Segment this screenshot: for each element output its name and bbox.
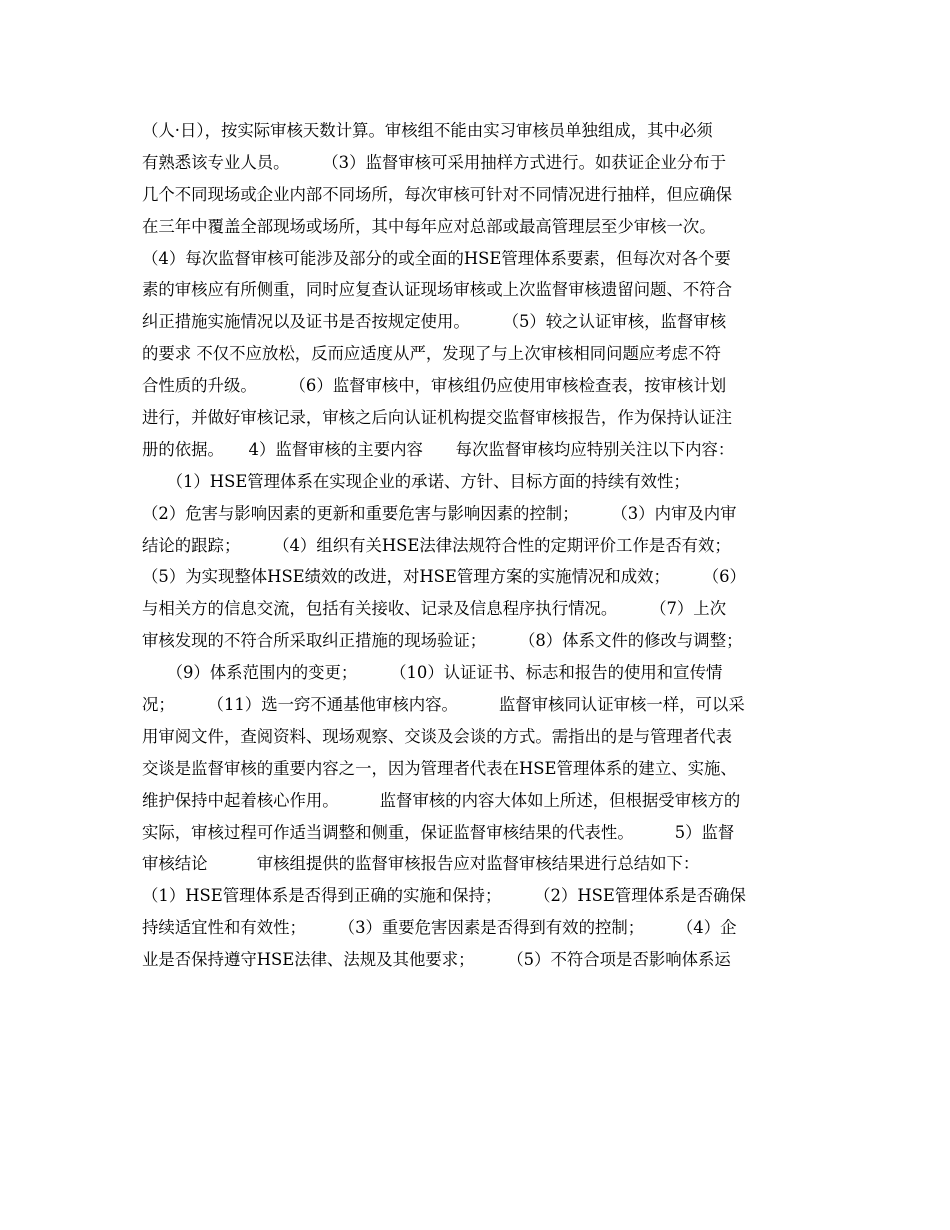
text-line: 进行，并做好审核记录，审核之后向认证机构提交监督审核报告，作为保持认证注 (142, 408, 733, 428)
body-text (142, 115, 822, 976)
text-line: 几个不同现场或企业内部不同场所，每次审核可针对不同情况进行抽样，但应确保 (142, 184, 733, 204)
text-line: 审核结论 审核组提供的监督审核报告应对监督审核结果进行总结如下： (142, 854, 700, 874)
text-line: 维护保持中起着核心作用。 监督审核的内容大体如上所述，但根据受审核方的 (142, 790, 741, 810)
text-line: 实际，审核过程可作适当调整和侧重，保证监督审核结果的代表性。 5）监督 (142, 822, 735, 842)
text-line: 在三年中覆盖全部现场或场所，其中每年应对总部或最高管理层至少审核一次。 (142, 216, 716, 236)
text-line: 册的依据。 4）监督审核的主要内容 每次监督审核均应特别关注以下内容： (142, 439, 735, 459)
text-line: 与相关方的信息交流，包括有关接收、记录及信息程序执行情况。 （7）上次 (142, 599, 727, 619)
text-line: （9）体系范围内的变更； （10）认证证书、标志和报告的使用和宣传情 (142, 663, 723, 683)
text-line: （5）为实现整体HSE绩效的改进，对HSE管理方案的实施情况和成效； （6） (142, 567, 746, 587)
text-line: （人·日），按实际审核天数计算。审核组不能由实习审核员单独组成，其中必须 (142, 121, 713, 140)
text-line: 结论的跟踪； （4）组织有关HSE法律法规符合性的定期评价工作是否有效； (142, 535, 731, 555)
text-line: 有熟悉该专业人员。 （3）监督审核可采用抽样方式进行。如获证企业分布于 (142, 152, 727, 172)
text-line: 合性质的升级。 （6）监督审核中，审核组仍应使用审核检查表，按审核计划 (142, 376, 727, 396)
text-line: 的要求 不仅不应放松，反而应适度从严，发现了与上次审核相同问题应考虑不符 (142, 344, 721, 364)
text-line: 持续适宜性和有效性； （3）重要危害因素是否得到有效的控制； （4）企 (142, 918, 737, 938)
text-line: 交谈是监督审核的重要内容之一，因为管理者代表在HSE管理体系的建立、实施、 (142, 758, 737, 778)
text-line: 纠正措施实施情况以及证书是否按规定使用。 （5）较之认证审核，监督审核 (142, 312, 727, 332)
text-line: 审核发现的不符合所采取纠正措施的现场验证； （8）体系文件的修改与调整； (142, 631, 743, 651)
text-line: （2）危害与影响因素的更新和重要危害与影响因素的控制； （3）内审及内审 (142, 503, 737, 523)
text-line: （1）HSE管理体系是否得到正确的实施和保持； （2）HSE管理体系是否确保 (142, 886, 746, 906)
text-line: 况； （11）选一窍不通基他审核内容。 监督审核同认证审核一样，可以采 (142, 695, 745, 715)
text-line: （4）每次监督审核可能涉及部分的或全面的HSE管理体系要素，但每次对各个要 (142, 248, 731, 268)
text-line: （1）HSE管理体系在实现企业的承诺、方针、目标方面的持续有效性； (142, 471, 690, 491)
text-line: 用审阅文件，查阅资料、现场观察、交谈及会谈的方式。需指出的是与管理者代表 (142, 726, 733, 746)
text-line: 素的审核应有所侧重，同时应复查认证现场审核或上次监督审核遗留问题、不符合 (142, 280, 733, 300)
text-line: 业是否保持遵守HSE法律、法规及其他要求； （5）不符合项是否影响体系运 (142, 950, 731, 970)
